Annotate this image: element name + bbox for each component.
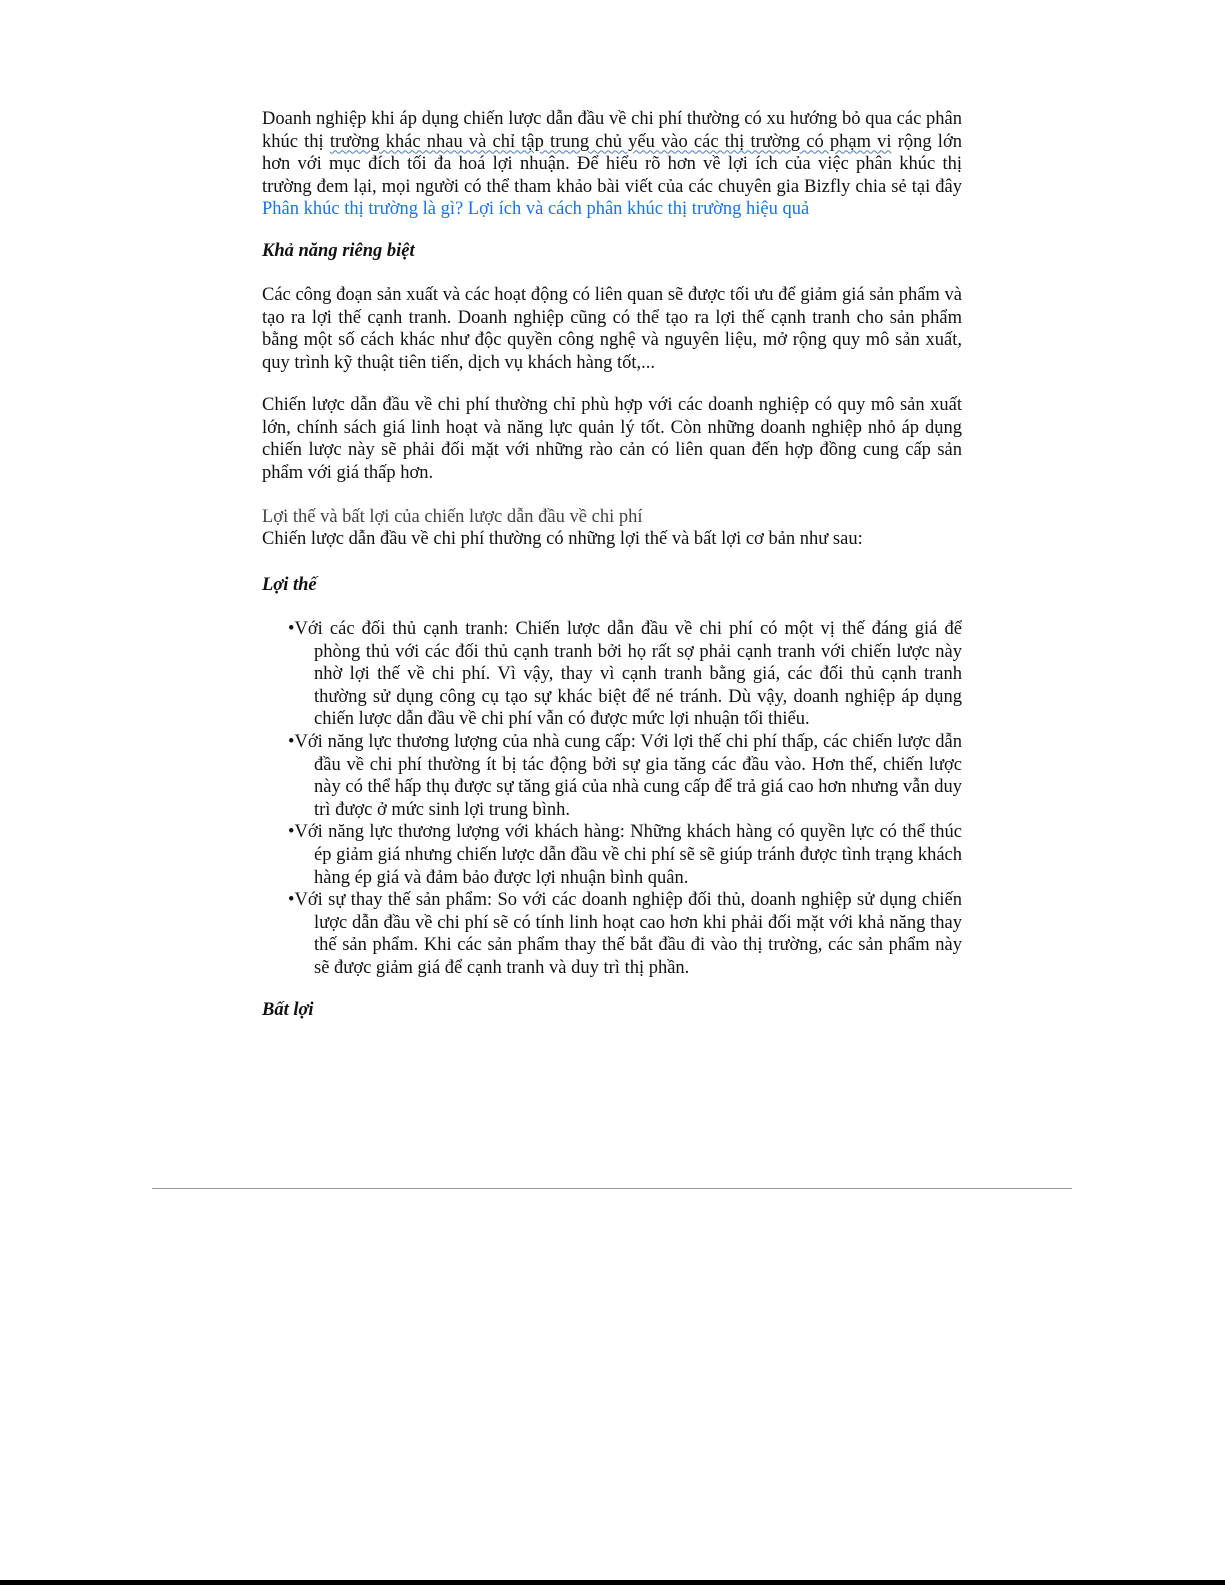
heading-disadvantages: Bất lợi bbox=[262, 1000, 314, 1020]
paragraph-text: Doanh nghiệp khi áp dụng chiến lược dẫn đầu về chi phí thường có xu hướng bỏ qua các phân khúc thị bbox=[262, 109, 962, 152]
list-item-text: Với năng lực thương lượng của nhà cung cấp: Với lợi thế chi phí thấp, các chiến lược dẫn đầu về chi phí thường ít bị tác động bởi sự gia tăng các đầu vào. Hơn thế, chiến lược này có thể hấp thụ được sự tăng giá của nhà cung cấp để trả giá cao hơn nhưng vẫn duy trì được ở mức sinh lợi trung bình. bbox=[294, 731, 962, 820]
paragraph-suitability: Chiến lược dẫn đầu về chi phí thường chỉ phù hợp với các doanh nghiệp có quy mô sản xuất lớn, chính sách giá linh hoạt và năng lực quản lý tốt. Còn những doanh nghiệp nhỏ áp dụng chiến lược này sẽ phải đối mặt với những rào cản có liên quan đến hợp đồng cung cấp sản phẩm với giá thấp hơn. bbox=[262, 395, 962, 483]
list-item-text: Với sự thay thế sản phẩm: So với các doanh nghiệp đối thủ, doanh nghiệp sử dụng chiến lược dẫn đầu về chi phí sẽ có tính linh hoạt cao hơn khi phải đối mặt với khả năng thay thế sản phẩm. Khi các sản phẩm thay thế bắt đầu đi vào thị trường, các sản phẩm này sẽ được giảm giá để cạnh tranh và duy trì thị phần. bbox=[294, 890, 962, 978]
list-item bbox=[288, 821, 962, 889]
list-item bbox=[288, 731, 962, 821]
heading-advantages: Lợi thế bbox=[262, 575, 317, 595]
list-item bbox=[288, 889, 962, 979]
market-segmentation-link[interactable]: Phân khúc thị trường là gì? Lợi ích và cách phân khúc thị trường hiệu quả bbox=[262, 199, 810, 220]
bullet-icon: • bbox=[288, 890, 295, 911]
bullet-icon: • bbox=[288, 619, 295, 639]
paragraph-production-optimization: Các công đoạn sản xuất và các hoạt động có liên quan sẽ được tối ưu để giảm giá sản phẩm và tạo ra lợi thế cạnh tranh. Doanh nghiệp cũng có thể tạo ra lợi thế cạnh tranh cho sản phẩm bằng một số cách khác như độc quyền công nghệ và nguyên liệu, mở rộng quy mô sản xuất, quy trình kỹ thuật tiên tiến, dịch vụ khách hàng tốt,... bbox=[262, 285, 962, 373]
grammar-flagged-text: trường khác nhau và chỉ tập trung chủ yếu vào các thị trường có phạm vi bbox=[329, 131, 892, 152]
bullet-icon: • bbox=[288, 822, 295, 843]
heading-distinct-capability: Khả năng riêng biệt bbox=[262, 241, 415, 261]
paragraph-market-segments bbox=[262, 108, 962, 221]
bottom-edge bbox=[0, 1580, 1225, 1585]
list-item-text: Với các đối thủ cạnh tranh: Chiến lược dẫn đầu về chi phí có một vị thế đáng giá để phòng thủ với các đối thủ cạnh tranh bởi họ rất sợ phải cạnh tranh với chiến lược này nhờ lợi thế về chi phí. Vì vậy, thay vì cạnh tranh bằng giá, các đối thủ cạnh tranh thường sử dụng công cụ tạo sự khác biệt để né tránh. Dù vậy, doanh nghiệp áp dụng chiến lược dẫn đầu về chi phí vẫn có được mức lợi nhuận tối thiểu. bbox=[294, 619, 962, 730]
advantages-list bbox=[288, 618, 962, 980]
page-divider bbox=[152, 1188, 1072, 1189]
bullet-icon: • bbox=[288, 731, 295, 752]
section-title: Lợi thế và bất lợi của chiến lược dẫn đầu về chi phí bbox=[262, 507, 643, 527]
section-intro: Chiến lược dẫn đầu về chi phí thường có những lợi thế và bất lợi cơ bản như sau: bbox=[262, 529, 863, 549]
paragraph-text: rộng lớn hơn với mục đích tối đa hoá lợi nhuận. Để hiểu rõ hơn về lợi ích của việc phân khúc thị trường đem lại, mọi người có thể tham khảo bài viết của các chuyên gia Bizfly chia sẻ tại đây bbox=[262, 131, 962, 197]
list-item-text: Với năng lực thương lượng với khách hàng: Những khách hàng có quyền lực có thể thúc ép giảm giá nhưng chiến lược dẫn đầu về chi phí sẽ sẽ giúp tránh được tình trạng khách hàng ép giá và đảm bảo được lợi nhuận bình quân. bbox=[294, 822, 962, 888]
list-item bbox=[288, 618, 962, 731]
